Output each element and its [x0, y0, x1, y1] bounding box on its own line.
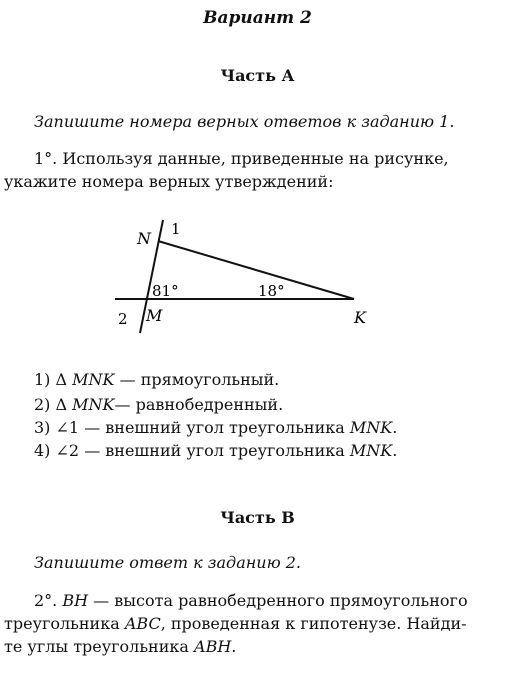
- label-k: K: [354, 308, 366, 327]
- statement-4-end: .: [392, 441, 398, 460]
- statement-3-end: .: [392, 418, 398, 437]
- task1-line2: укажите номера верных утверждений:: [4, 172, 334, 191]
- part-b-instruction: Запишите ответ к заданию 2.: [34, 553, 302, 572]
- task2-number: 2°.: [34, 591, 58, 610]
- statement-2-num: 2): [34, 395, 51, 414]
- label-m: M: [146, 306, 163, 325]
- statement-4-text: — внешний угол треугольника: [79, 441, 350, 460]
- task1-number: 1°.: [34, 149, 58, 168]
- task1-text-line1: Используя данные, приведенные на рисунке,: [62, 149, 449, 168]
- label-angle-2: 2: [118, 310, 128, 328]
- part-b-title: Часть В: [220, 508, 295, 527]
- label-angle-m: 81°: [152, 282, 179, 300]
- side-nk: [158, 241, 354, 299]
- statement-2: [34, 395, 283, 414]
- label-angle-k: 18°: [258, 282, 285, 300]
- statement-1-text: — прямоугольный.: [114, 370, 280, 389]
- statement-3-symbol: ∠1: [55, 418, 80, 437]
- statement-1: [34, 370, 279, 389]
- task2-line1: [34, 589, 468, 612]
- task2-abh: ABH: [194, 637, 232, 656]
- statement-1-name: MNK: [72, 370, 115, 389]
- task2-bh: BH: [62, 591, 89, 610]
- part-a-instruction: Запишите номера верных ответов к заданию 1.: [34, 112, 455, 131]
- statement-4-num: 4): [34, 441, 51, 460]
- task2-line3-start: те углы треугольника: [4, 637, 195, 656]
- statement-2-text: — равнобедренный.: [114, 395, 284, 414]
- triangle-figure: [0, 210, 515, 340]
- task2-abc: ABC: [124, 614, 161, 633]
- statement-2-name: MNK: [72, 395, 115, 414]
- statement-4-symbol: ∠2: [55, 441, 80, 460]
- statement-1-num: 1): [34, 370, 51, 389]
- statement-1-symbol: Δ: [55, 370, 68, 389]
- task1-line1: [34, 147, 449, 170]
- task2-line2-text: , проведенная к гипотенузе. Найди-: [160, 614, 467, 633]
- task2-line3: [4, 635, 236, 658]
- part-a-title: Часть А: [220, 66, 295, 85]
- statement-3-text: — внешний угол треугольника: [79, 418, 350, 437]
- task2-line2-start: треугольника: [4, 614, 125, 633]
- statement-2-symbol: Δ: [55, 395, 68, 414]
- task2-line2: [4, 612, 467, 635]
- label-angle-1: 1: [171, 220, 181, 238]
- statement-3-name: MNK: [349, 418, 393, 437]
- statement-3-num: 3): [34, 418, 51, 437]
- label-n: N: [137, 229, 151, 248]
- task2-line3-end: .: [231, 637, 237, 656]
- statement-4: [34, 441, 397, 460]
- statement-4-name: MNK: [349, 441, 393, 460]
- variant-title: Вариант 2: [203, 8, 312, 28]
- statement-3: [34, 418, 397, 437]
- task2-line1-text: — высота равнобедренного прямоугольного: [88, 591, 468, 610]
